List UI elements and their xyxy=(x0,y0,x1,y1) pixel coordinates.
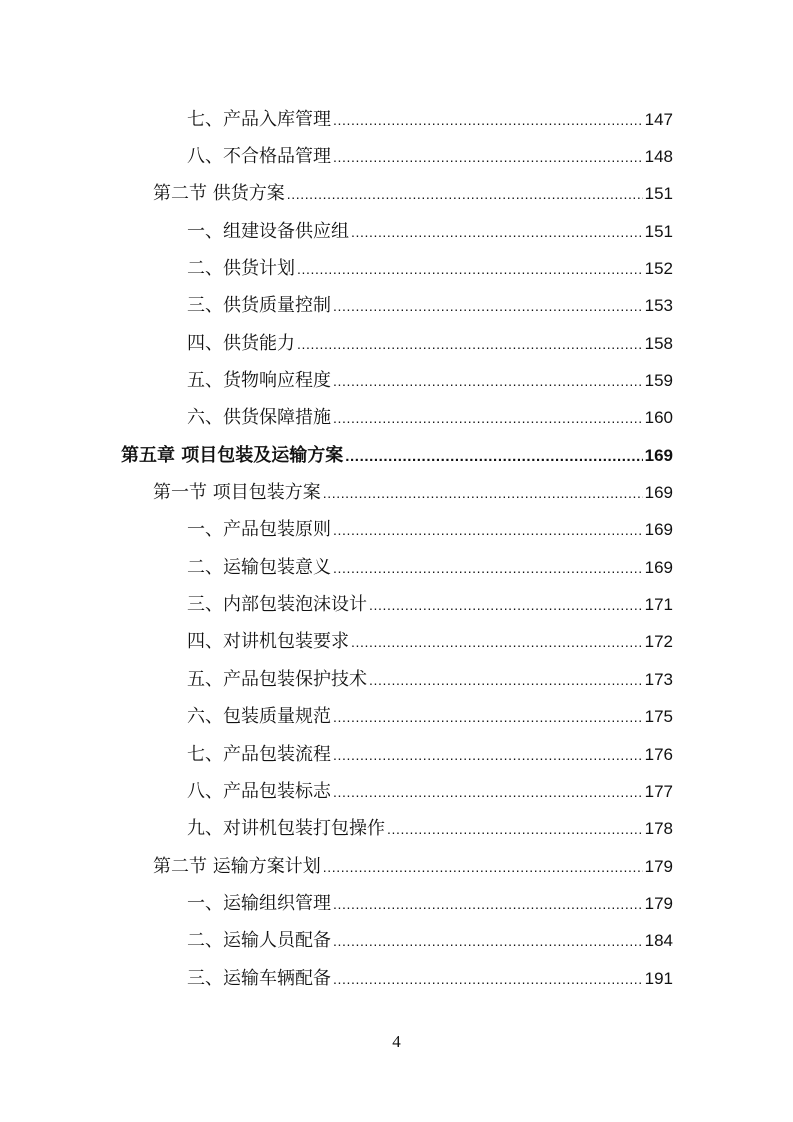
dot-leader xyxy=(333,512,643,549)
toc-entry[interactable] xyxy=(0,923,793,960)
dot-leader xyxy=(333,550,643,587)
toc-entry-page: 160 xyxy=(644,408,673,428)
toc-entry[interactable] xyxy=(0,213,793,250)
toc-entry[interactable] xyxy=(0,624,793,661)
dot-leader xyxy=(323,849,643,886)
toc-entry[interactable] xyxy=(0,811,793,848)
toc-entry[interactable] xyxy=(0,848,793,885)
toc-entry-title: 二、运输人员配备 xyxy=(187,930,331,952)
toc-entry-page: 153 xyxy=(644,296,673,316)
toc-entry[interactable] xyxy=(0,885,793,922)
toc-entry-page: 152 xyxy=(644,259,673,279)
toc-entry[interactable] xyxy=(0,512,793,549)
toc-entry-title: 八、不合格品管理 xyxy=(187,146,331,168)
toc-entry-title: 一、产品包装原则 xyxy=(187,519,331,541)
dot-leader xyxy=(297,326,643,363)
toc-entry-title: 三、内部包装泡沫设计 xyxy=(187,594,367,616)
toc-entry-page: 159 xyxy=(644,371,673,391)
toc-entry-page: 179 xyxy=(644,893,673,913)
toc-entry[interactable] xyxy=(0,586,793,623)
toc-entry-title: 第一节 项目包装方案 xyxy=(153,482,321,504)
table-of-contents xyxy=(0,101,793,997)
dot-leader xyxy=(333,139,643,176)
toc-entry-page: 175 xyxy=(644,707,673,727)
dot-leader xyxy=(369,662,643,699)
dot-leader xyxy=(351,624,643,661)
toc-entry-title: 七、产品入库管理 xyxy=(187,108,331,130)
dot-leader xyxy=(333,923,643,960)
toc-entry-title: 四、供货能力 xyxy=(187,332,295,354)
toc-entry-page: 177 xyxy=(644,781,673,801)
toc-entry-page: 173 xyxy=(644,669,673,689)
toc-entry-title: 五、产品包装保护技术 xyxy=(187,668,367,690)
toc-entry-title: 二、供货计划 xyxy=(187,258,295,280)
dot-leader xyxy=(333,288,643,325)
toc-entry-title: 一、运输组织管理 xyxy=(187,892,331,914)
toc-entry[interactable] xyxy=(0,699,793,736)
dot-leader xyxy=(351,214,643,251)
toc-entry[interactable] xyxy=(0,474,793,511)
toc-entry-title: 第二节 供货方案 xyxy=(153,183,285,205)
toc-entry[interactable] xyxy=(0,960,793,997)
toc-entry-page: 169 xyxy=(644,445,673,465)
toc-entry-page: 158 xyxy=(644,333,673,353)
toc-entry-page: 169 xyxy=(644,520,673,540)
toc-entry-page: 191 xyxy=(644,968,673,988)
toc-entry[interactable] xyxy=(0,101,793,138)
toc-entry-page: 147 xyxy=(644,109,673,129)
dot-leader xyxy=(333,102,643,139)
toc-entry-title: 六、供货保障措施 xyxy=(187,407,331,429)
dot-leader xyxy=(323,475,643,512)
toc-entry-title: 四、对讲机包装要求 xyxy=(187,631,349,653)
toc-entry-page: 151 xyxy=(644,221,673,241)
toc-entry-page: 176 xyxy=(644,744,673,764)
dot-leader xyxy=(333,886,643,923)
toc-entry-page: 179 xyxy=(644,856,673,876)
toc-entry-page: 169 xyxy=(644,557,673,577)
toc-entry-page: 178 xyxy=(644,819,673,839)
dot-leader xyxy=(345,438,642,475)
dot-leader xyxy=(333,774,643,811)
toc-entry-page: 184 xyxy=(644,931,673,951)
toc-entry-title: 第二节 运输方案计划 xyxy=(153,855,321,877)
toc-entry[interactable] xyxy=(0,176,793,213)
toc-entry[interactable] xyxy=(0,138,793,175)
dot-leader xyxy=(297,251,643,288)
dot-leader xyxy=(369,587,643,624)
toc-entry-title: 五、货物响应程度 xyxy=(187,370,331,392)
toc-entry-page: 172 xyxy=(644,632,673,652)
dot-leader xyxy=(333,363,643,400)
dot-leader xyxy=(287,176,643,213)
dot-leader xyxy=(333,400,643,437)
toc-entry[interactable] xyxy=(0,661,793,698)
dot-leader xyxy=(333,699,643,736)
page-number: 4 xyxy=(392,1032,401,1051)
toc-entry-page: 151 xyxy=(644,184,673,204)
toc-entry[interactable] xyxy=(0,288,793,325)
toc-entry[interactable] xyxy=(0,362,793,399)
toc-entry-title: 七、产品包装流程 xyxy=(187,743,331,765)
toc-entry-title: 六、包装质量规范 xyxy=(187,706,331,728)
toc-entry-title: 二、运输包装意义 xyxy=(187,556,331,578)
toc-entry[interactable] xyxy=(0,736,793,773)
toc-entry[interactable] xyxy=(0,250,793,287)
toc-entry-title: 第五章 项目包装及运输方案 xyxy=(121,444,344,466)
dot-leader xyxy=(387,811,643,848)
toc-entry[interactable] xyxy=(0,325,793,362)
toc-entry-title: 一、组建设备供应组 xyxy=(187,220,349,242)
toc-entry-title: 九、对讲机包装打包操作 xyxy=(187,818,385,840)
toc-entry-title: 八、产品包装标志 xyxy=(187,780,331,802)
toc-entry-title: 三、运输车辆配备 xyxy=(187,967,331,989)
toc-entry[interactable] xyxy=(0,400,793,437)
toc-entry-page: 169 xyxy=(644,483,673,503)
toc-entry-page: 148 xyxy=(644,147,673,167)
toc-entry[interactable] xyxy=(0,773,793,810)
toc-entry-page: 171 xyxy=(644,595,673,615)
toc-entry-title: 三、供货质量控制 xyxy=(187,295,331,317)
dot-leader xyxy=(333,961,643,998)
dot-leader xyxy=(333,737,643,774)
toc-entry[interactable] xyxy=(0,437,793,474)
toc-entry[interactable] xyxy=(0,549,793,586)
